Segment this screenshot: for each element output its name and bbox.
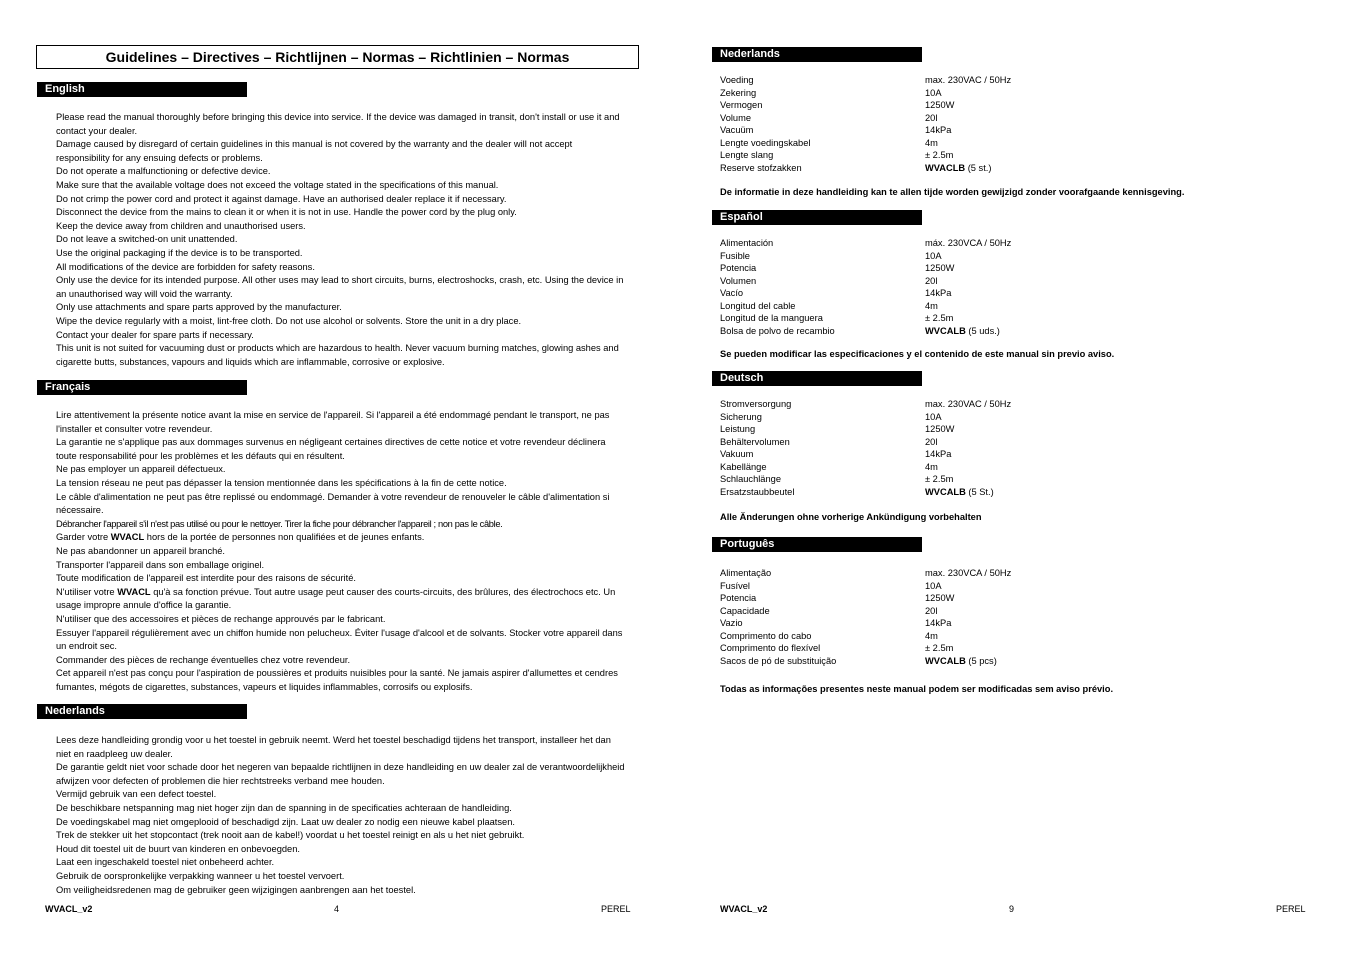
footer-model-right: WVACL_v2	[720, 904, 768, 914]
paragraph: Garder votre WVACL hors de la portée de personnes non qualifiées et de jeunes enfants.	[56, 532, 425, 543]
paragraph: Lire attentivement la présente notice avant la mise en service de l'appareil. Si l'appareil a été endommagé pendant le transport, ne pas l'installer et consulter votre revendeur.	[56, 410, 610, 434]
spec-label: Vermogen	[720, 100, 763, 110]
spec-row	[720, 617, 1140, 630]
spec-value: 4m	[925, 300, 938, 311]
spec-row	[720, 250, 1140, 263]
paragraph: N'utiliser votre WVACL qu'à sa fonction prévue. Tout autre usage peut causer des courts-circuits, des brûlures, des électrochocs etc. Un usage impropre annule d'office la garantie.	[56, 586, 616, 611]
paragraph: Make sure that the available voltage does not exceed the voltage stated in the specifications of this manual.	[56, 179, 499, 190]
spec-value: 20l	[925, 605, 938, 616]
spec-value: WVCALB (5 uds.)	[925, 325, 1000, 336]
spec-label: Potencia	[720, 263, 757, 273]
spec-label: Longitud de la manguera	[720, 313, 823, 323]
nederlands-guidelines	[56, 734, 626, 897]
spec-label: Potencia	[720, 593, 757, 603]
paragraph: De beschikbare netspanning mag niet hoger zijn dan de spanning in de specificaties achteraan de handleiding.	[56, 802, 512, 813]
spec-row	[720, 580, 1140, 593]
spec-value: WVACLB (5 st.)	[925, 162, 992, 173]
spec-label: Comprimento do flexível	[720, 643, 821, 653]
spec-label: Zekering	[720, 87, 757, 98]
spec-value: ± 2.5m	[925, 150, 954, 160]
spec-label: Ersatzstaubbeutel	[720, 486, 795, 497]
francais-guidelines	[56, 409, 626, 694]
spec-label: Bolsa de polvo de recambio	[720, 325, 835, 336]
spec-label: Comprimento do cabo	[720, 630, 812, 641]
paragraph: N'utiliser que des accessoires et pièces de rechange approuvés par le fabricant.	[56, 613, 386, 624]
spec-row	[720, 567, 1140, 580]
spec-value: 1250W	[925, 100, 955, 110]
paragraph: Toute modification de l'appareil est interdite pour des raisons de sécurité.	[56, 573, 356, 584]
footer-page-number: 4	[334, 904, 340, 914]
paragraph: This unit is not suited for vacuuming dust or products which are hazardous to health. Never vacuum burning matches, glowing ashes and cigarette butts, substances, vapours and liquids which are inflammable, corrosive or explosive.	[56, 343, 619, 367]
paragraph: La tension réseau ne peut pas dépasser la tension mentionnée dans les spécifications à la fin de cette notice.	[56, 477, 507, 488]
spec-label: Volume	[720, 112, 752, 123]
spec-label: Longitud del cable	[720, 300, 796, 311]
spec-value: WVCALB (5 pcs)	[925, 655, 997, 666]
notice-deutsch: Alle Änderungen ohne vorherige Ankündigung vorbehalten	[720, 512, 982, 522]
paragraph: La garantie ne s'applique pas aux dommages survenus en négligeant certaines directives de cette notice et votre revendeur déclinera toute responsabilité pour les problèmes et les défauts qui en résultent.	[56, 437, 606, 461]
spec-row	[720, 592, 1140, 605]
footer-page-number-right: 9	[1009, 904, 1015, 914]
bag-model: WVCALB	[925, 655, 966, 666]
spec-value: 10A	[925, 87, 942, 98]
paragraph: Disconnect the device from the mains to clean it or when it is not in use. Handle the power cord by the plug only.	[56, 207, 517, 218]
spec-value: 10A	[925, 250, 942, 261]
spec-value: 10A	[925, 580, 942, 591]
spec-label: Alimentação	[720, 568, 772, 578]
spec-label: Volumen	[720, 275, 757, 286]
section-heading-nederlands-specs: Nederlands	[712, 47, 922, 62]
bag-model: WVCALB	[925, 486, 966, 497]
section-heading-portugues: Português	[712, 537, 922, 552]
section-heading-english: English	[37, 82, 247, 97]
spec-row	[720, 423, 1140, 436]
bag-model: WVACLB	[925, 162, 966, 173]
notice-nederlands: De informatie in deze handleiding kan te allen tijde worden gewijzigd zonder voorafgaande kennisgeving.	[720, 187, 1185, 197]
spec-row	[720, 287, 1140, 300]
paragraph: Laat een ingeschakeld toestel niet onbeheerd achter.	[56, 857, 275, 868]
spec-value: 1250W	[925, 263, 955, 273]
spec-value: 4m	[925, 461, 938, 472]
paragraph: Le câble d'alimentation ne peut pas être replissé ou endommagé. Demander à votre revendeur de renouveler le câble d'alimentation si nécessaire.	[56, 491, 610, 516]
spec-value: 20l	[925, 275, 938, 286]
paragraph: Only use attachments and spare parts approved by the manufacturer.	[56, 302, 342, 313]
section-heading-espanol: Español	[712, 210, 922, 225]
paragraph: Ne pas abandonner un appareil branché.	[56, 545, 226, 556]
spec-label: Vazio	[720, 618, 743, 628]
spec-label: Stromversorgung	[720, 399, 792, 409]
spec-label: Alimentación	[720, 238, 774, 248]
spec-value: ± 2.5m	[925, 474, 954, 484]
paragraph: Essuyer l'appareil régulièrement avec un chiffon humide non pelucheux. Éviter l'usage d'alcool et de solvants. Stocker votre appareil dans un endroit sec.	[56, 627, 623, 652]
spec-label: Schlauchlänge	[720, 474, 781, 484]
spec-row	[720, 605, 1140, 618]
paragraph: Do not leave a switched-on unit unattended.	[56, 234, 238, 245]
spec-row	[720, 300, 1140, 313]
spec-label: Voeding	[720, 75, 754, 85]
paragraph: Do not operate a malfunctioning or defective device.	[56, 166, 271, 177]
notice-portugues: Todas as informações presentes neste manual podem ser modificadas sem aviso prévio.	[720, 684, 1114, 694]
spec-row	[720, 312, 1140, 325]
spec-label: Capacidade	[720, 605, 770, 616]
section-heading-deutsch: Deutsch	[712, 371, 922, 386]
spec-label: Fusible	[720, 250, 750, 261]
spec-value: 14kPa	[925, 125, 952, 135]
spec-row	[720, 137, 1140, 150]
paragraph: Keep the device away from children and unauthorised users.	[56, 220, 306, 231]
spec-label: Lengte slang	[720, 150, 774, 160]
paragraph: Trek de stekker uit het stopcontact (trek nooit aan de kabel!) voordat u het toestel reinigt en als u het niet gebruikt.	[56, 830, 525, 841]
spec-label: Sacos de pó de substituição	[720, 655, 837, 666]
paragraph: Transporter l'appareil dans son emballage originel.	[56, 559, 265, 570]
section-heading-francais: Français	[37, 380, 247, 395]
paragraph: Commander des pièces de rechange éventuelles chez votre revendeur.	[56, 654, 351, 665]
spec-table-deutsch	[720, 398, 1140, 498]
footer-brand: PEREL	[601, 904, 631, 914]
spec-row	[720, 325, 1140, 338]
paragraph: Gebruik de oorspronkelijke verpakking wanneer u het toestel vervoert.	[56, 870, 345, 881]
spec-label: Vacuüm	[720, 125, 754, 135]
section-heading-nederlands: Nederlands	[37, 704, 247, 719]
spec-row	[720, 87, 1140, 100]
spec-value: 4m	[925, 137, 938, 148]
spec-value: ± 2.5m	[925, 643, 954, 653]
notice-espanol: Se pueden modificar las especificaciones y el contenido de este manual sin previo aviso.	[720, 349, 1115, 359]
spec-row	[720, 74, 1140, 87]
spec-value: max. 230VAC / 50Hz	[925, 75, 1012, 85]
paragraph: Do not crimp the power cord and protect it against damage. Have an authorised dealer replace it if necessary.	[56, 193, 507, 204]
paragraph: Cet appareil n'est pas conçu pour l'aspiration de poussières et produits nuisibles pour la santé. Ne jamais aspirer d'allumettes et cendres fumantes, mégots de cigarettes, substances, vapeurs et liquides inflammables, corrosifs ou explosifs.	[56, 668, 618, 692]
spec-value: 1250W	[925, 424, 955, 434]
spec-row	[720, 124, 1140, 137]
model-name: WVACL	[117, 586, 151, 597]
paragraph: Please read the manual thoroughly before bringing this device into service. If the device was damaged in transit, don't install or use it and contact your dealer.	[56, 112, 620, 136]
paragraph: Only use the device for its intended purpose. All other uses may lead to short circuits, burns, electroshocks, crash, etc. Using the device in an unauthorised way will void the warranty.	[56, 275, 624, 299]
spec-row	[720, 461, 1140, 474]
spec-table-espanol	[720, 237, 1140, 337]
spec-row	[720, 149, 1140, 162]
spec-label: Leistung	[720, 424, 756, 434]
spec-label: Sicherung	[720, 411, 762, 422]
spec-value: 1250W	[925, 593, 955, 603]
spec-row	[720, 411, 1140, 424]
spec-row	[720, 162, 1140, 175]
bag-model: WVCALB	[925, 325, 966, 336]
spec-label: Fusível	[720, 580, 750, 591]
spec-value: 20l	[925, 112, 938, 123]
spec-row	[720, 99, 1140, 112]
spec-label: Reserve stofzakken	[720, 162, 802, 173]
spec-value: ± 2.5m	[925, 313, 954, 323]
paragraph: De garantie geldt niet voor schade door het negeren van bepaalde richtlijnen in deze handleiding en uw dealer zal de verantwoordelijkheid afwijzen voor defecten of problemen die hier rechtstreeks verband mee houden.	[56, 762, 625, 786]
spec-label: Lengte voedingskabel	[720, 137, 811, 148]
paragraph: De voedingskabel mag niet omgeplooid of beschadigd zijn. Laat uw dealer zo nodig een nieuwe kabel plaatsen.	[56, 816, 515, 827]
spec-value: max. 230VAC / 50Hz	[925, 399, 1012, 409]
paragraph: Use the original packaging if the device is to be transported.	[56, 247, 303, 258]
spec-row	[720, 262, 1140, 275]
spec-table-portugues	[720, 567, 1140, 667]
paragraph: All modifications of the device are forbidden for safety reasons.	[56, 261, 315, 272]
spec-label: Vakuum	[720, 449, 754, 459]
paragraph: Contact your dealer for spare parts if necessary.	[56, 329, 254, 340]
left-page	[0, 0, 675, 954]
model-name: WVACL	[110, 532, 145, 543]
spec-label: Vacío	[720, 288, 744, 298]
spec-value: WVCALB (5 St.)	[925, 486, 994, 497]
spec-value: 4m	[925, 630, 938, 641]
spec-value: 10A	[925, 411, 942, 422]
paragraph: Débrancher l'appareil s'il n'est pas utilisé ou pour le nettoyer. Tirer la fiche pour débrancher l'appareil ; non pas le câble.	[56, 518, 503, 529]
paragraph: Vermijd gebruik van een defect toestel.	[56, 789, 217, 800]
spec-label: Behältervolumen	[720, 436, 790, 447]
spec-label: Kabellänge	[720, 461, 767, 472]
paragraph: Wipe the device regularly with a moist, lint-free cloth. Do not use alcohol or solvents. Store the unit in a dry place.	[56, 315, 522, 326]
paragraph: Damage caused by disregard of certain guidelines in this manual is not covered by the warranty and the dealer will not accept responsibility for any ensuing defects or problems.	[56, 139, 573, 163]
paragraph: Ne pas employer un appareil défectueux.	[56, 464, 226, 475]
spec-row	[720, 237, 1140, 250]
spec-row	[720, 275, 1140, 288]
spec-value: max. 230VCA / 50Hz	[925, 568, 1012, 578]
spec-row	[720, 655, 1140, 668]
spec-row	[720, 448, 1140, 461]
paragraph: Houd dit toestel uit de buurt van kinderen en onbevoegden.	[56, 843, 300, 854]
spec-row	[720, 398, 1140, 411]
spec-value: 14kPa	[925, 618, 952, 628]
spec-row	[720, 473, 1140, 486]
spec-value: 14kPa	[925, 449, 952, 459]
footer-brand-right: PEREL	[1276, 904, 1306, 914]
spec-row	[720, 642, 1140, 655]
paragraph: Lees deze handleiding grondig voor u het toestel in gebruik neemt. Werd het toestel beschadigd tijdens het transport, installeer het dan niet en raadpleeg uw dealer.	[56, 735, 611, 759]
spec-row	[720, 112, 1140, 125]
spec-value: 20l	[925, 436, 938, 447]
spec-row	[720, 436, 1140, 449]
spec-value: 14kPa	[925, 288, 952, 298]
spec-row	[720, 486, 1140, 499]
spec-table-nederlands	[720, 74, 1140, 174]
page-title: Guidelines – Directives – Richtlijnen – Normas – Richtlinien – Normas	[36, 45, 639, 69]
footer-model: WVACL_v2	[45, 904, 93, 914]
spec-row	[720, 630, 1140, 643]
paragraph: Om veiligheidsredenen mag de gebruiker geen wijzigingen aanbrengen aan het toestel.	[56, 884, 416, 895]
english-guidelines	[56, 111, 626, 369]
spec-value: máx. 230VCA / 50Hz	[925, 238, 1012, 248]
